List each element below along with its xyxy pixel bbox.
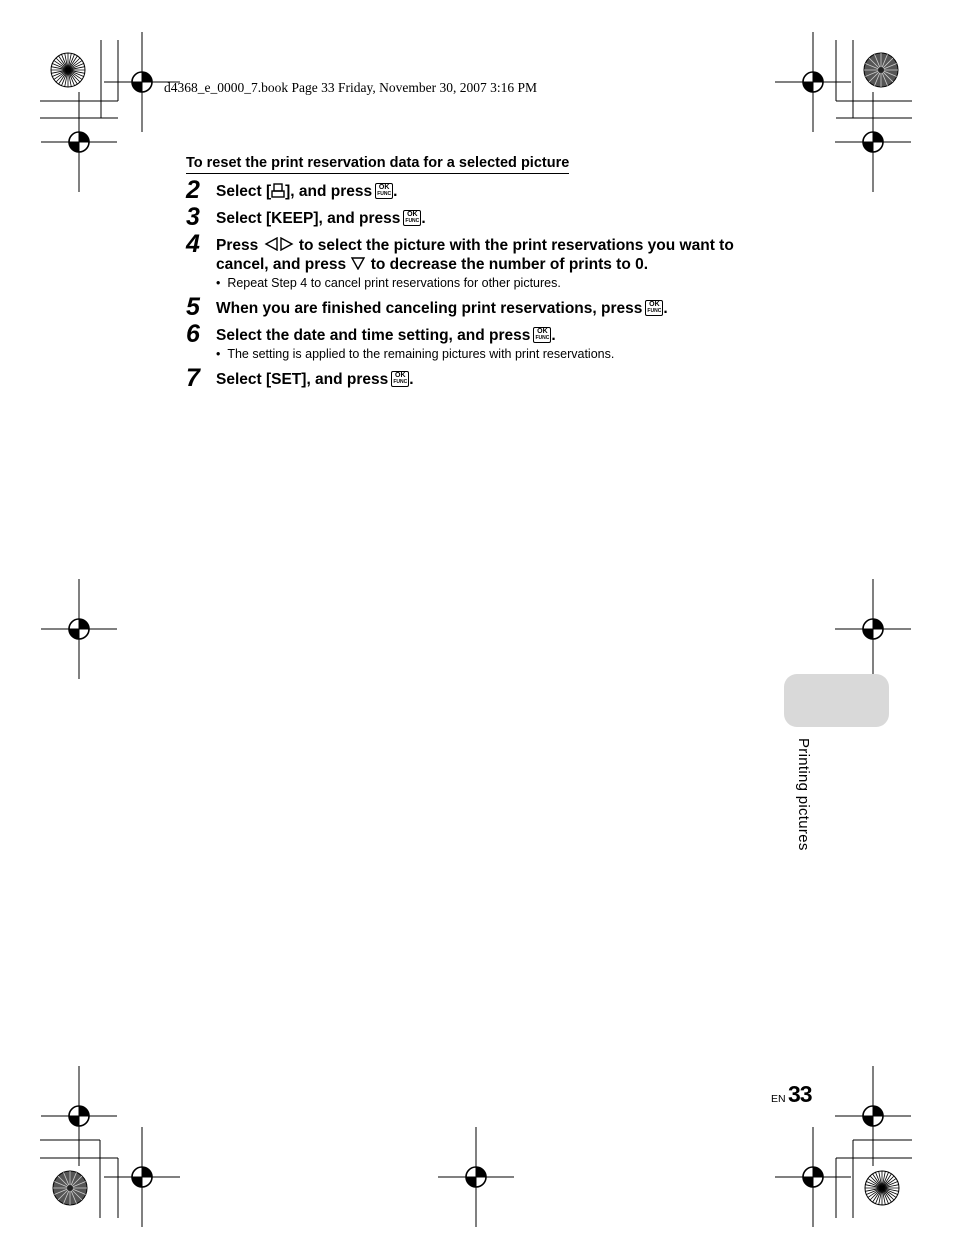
step-text: Select the date and time setting, and press OK FUNC . [216, 327, 556, 344]
step-number: 7 [186, 364, 200, 392]
ok-func-button-icon: OK FUNC [403, 210, 421, 226]
chapter-tab [784, 674, 889, 727]
step-note: • Repeat Step 4 to cancel print reservations for other pictures. [216, 276, 561, 290]
step-number: 4 [186, 230, 200, 258]
ok-func-button-icon: OK FUNC [391, 371, 409, 387]
ok-func-button-icon: OK FUNC [533, 327, 551, 343]
page-number: 33 [788, 1081, 812, 1107]
file-info-header: d4368_e_0000_7.book Page 33 Friday, November 30, 2007 3:16 PM [164, 80, 537, 95]
section-title: To reset the print reservation data for a selected picture [186, 155, 569, 174]
step-text: Select [SET], and press OK FUNC . [216, 371, 414, 388]
down-arrow-icon [350, 256, 366, 270]
language-label: EN [771, 1093, 786, 1105]
chapter-label: Printing pictures [795, 738, 812, 851]
left-right-arrows-icon [263, 237, 295, 251]
step-text: Press to select the picture with the print reservations you want to cancel, and press to decrease the number of prints to 0. [216, 237, 734, 273]
ok-func-button-icon: OK FUNC [375, 183, 393, 199]
print-order-icon [271, 183, 285, 198]
step-note: • The setting is applied to the remaining pictures with print reservations. [216, 347, 615, 361]
step-number: 6 [186, 320, 200, 348]
step-number: 3 [186, 203, 200, 231]
ok-func-button-icon: OK FUNC [645, 300, 663, 316]
step-text: Select [KEEP], and press OK FUNC . [216, 210, 426, 227]
step-text: When you are finished canceling print reservations, press OK FUNC . [216, 300, 668, 317]
step-text: Select [ ], and press OK FUNC . [216, 183, 398, 200]
step-number: 2 [186, 176, 200, 204]
step-number: 5 [186, 293, 200, 321]
